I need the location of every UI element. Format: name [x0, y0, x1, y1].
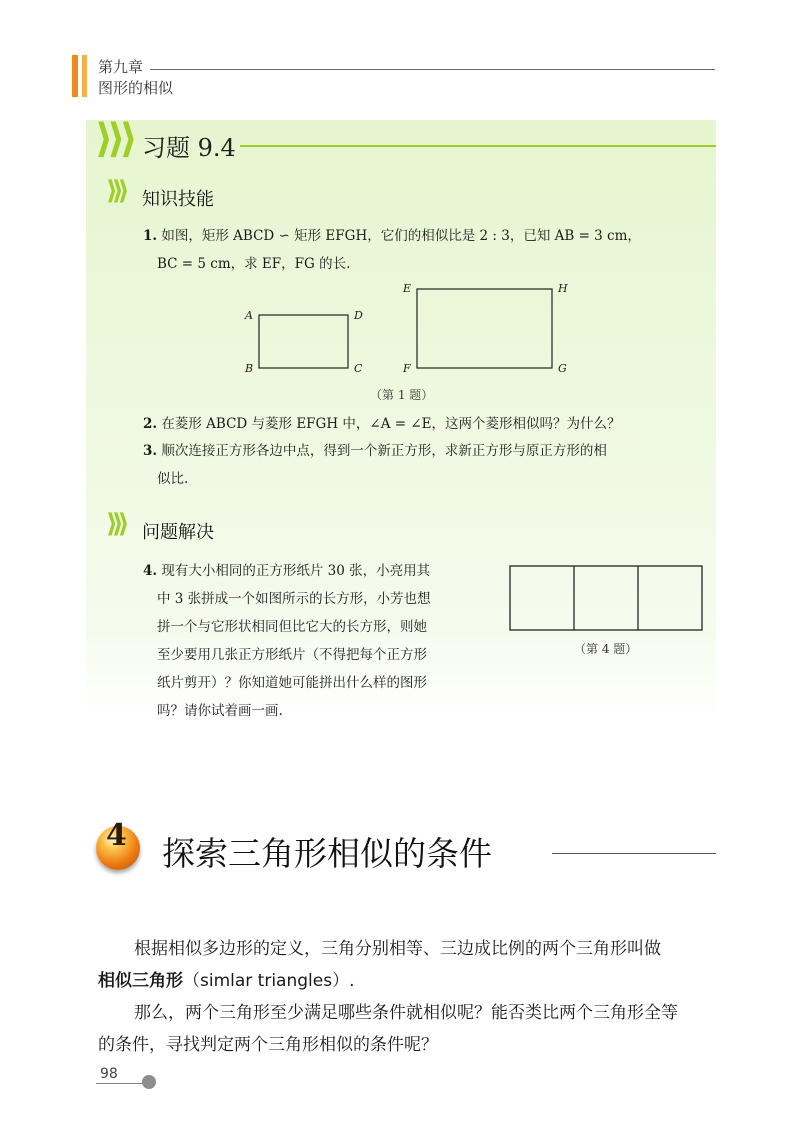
header-accent-bar [72, 55, 78, 97]
question-3 [143, 437, 607, 465]
chevron-icon: ⟩⟩⟩ [95, 116, 132, 162]
section-heading-skills: 知识技能 [142, 189, 214, 210]
label-a: A [245, 309, 253, 322]
title-rule [240, 145, 716, 147]
paragraph-2: 那么，两个三角形至少满足哪些条件就相似呢？能否类比两个三角形全等 [134, 1003, 678, 1023]
rectangle-abcd [259, 315, 348, 368]
label-f: F [403, 362, 411, 375]
question-1-cont: BC = 5 cm，求 EF，FG 的长. [157, 256, 351, 272]
question-4-line: 吗？请你试着画一画. [157, 703, 283, 719]
section-title: 探索三角形相似的条件 [162, 834, 492, 873]
page-number: 98 [100, 1066, 118, 1082]
section-number: 4 [106, 818, 127, 853]
header-rule [150, 69, 715, 70]
question-text: 在菱形 ABCD 与菱形 EFGH 中，∠A = ∠E，这两个菱形相似吗？为什么？ [157, 416, 621, 432]
label-h: H [558, 282, 568, 295]
question-3-cont: 似比. [157, 471, 189, 487]
question-number: 1. [143, 228, 158, 244]
question-4 [143, 557, 430, 585]
term-english: （simlar triangles）. [183, 971, 355, 991]
rectangle-efgh [417, 289, 552, 368]
question-4-line: 纸片剪开）？你知道她可能拼出什么样的图形 [157, 675, 427, 691]
page-number-rule [96, 1083, 146, 1084]
figure-three-squares [508, 564, 704, 634]
question-number: 4. [143, 563, 158, 579]
figure-1-caption: （第 1 题） [370, 388, 434, 402]
label-e: E [403, 282, 412, 295]
question-text: 如图，矩形 ABCD ∽ 矩形 EFGH，它们的相似比是 2 : 3，已知 AB = 3 cm， [157, 228, 641, 244]
question-2 [143, 410, 621, 438]
question-1 [143, 222, 713, 250]
label-c: C [354, 362, 363, 375]
question-4-line: 拼一个与它形状相同但比它大的长方形，则她 [157, 619, 427, 635]
question-4-line: 至少要用几张正方形纸片（不得把每个正方形 [157, 647, 427, 663]
label-d: D [354, 309, 363, 322]
chapter-subtitle: 图形的相似 [98, 79, 174, 97]
page-dot-icon [142, 1075, 156, 1089]
chapter-label: 第九章 [98, 58, 144, 76]
label-b: B [245, 362, 254, 375]
question-text: 现有大小相同的正方形纸片 30 张，小亮用其 [157, 563, 431, 579]
question-number: 3. [143, 443, 158, 459]
question-number: 2. [143, 416, 158, 432]
question-4-line: 中 3 张拼成一个如图所示的长方形，小芳也想 [157, 591, 431, 607]
header-accent-bar-light [82, 55, 87, 97]
chevron-icon: ⟩⟩⟩ [106, 509, 124, 539]
figure-4-caption: （第 4 题） [574, 642, 638, 656]
paragraph-1-cont [98, 965, 354, 997]
term-similar-triangles: 相似三角形 [98, 971, 183, 991]
chevron-icon: ⟩⟩⟩ [106, 176, 124, 206]
section-heading-problem-solving: 问题解决 [142, 522, 214, 543]
paragraph-2-cont: 的条件，寻找判定两个三角形相似的条件呢？ [98, 1035, 438, 1055]
section-title-rule [552, 853, 716, 854]
exercise-title: 习题 9.4 [142, 134, 236, 162]
label-g: G [558, 362, 567, 375]
question-text: 顺次连接正方形各边中点，得到一个新正方形，求新正方形与原正方形的相 [157, 443, 607, 459]
paragraph-1: 根据相似多边形的定义，三角分别相等、三边成比例的两个三角形叫做 [134, 939, 661, 959]
